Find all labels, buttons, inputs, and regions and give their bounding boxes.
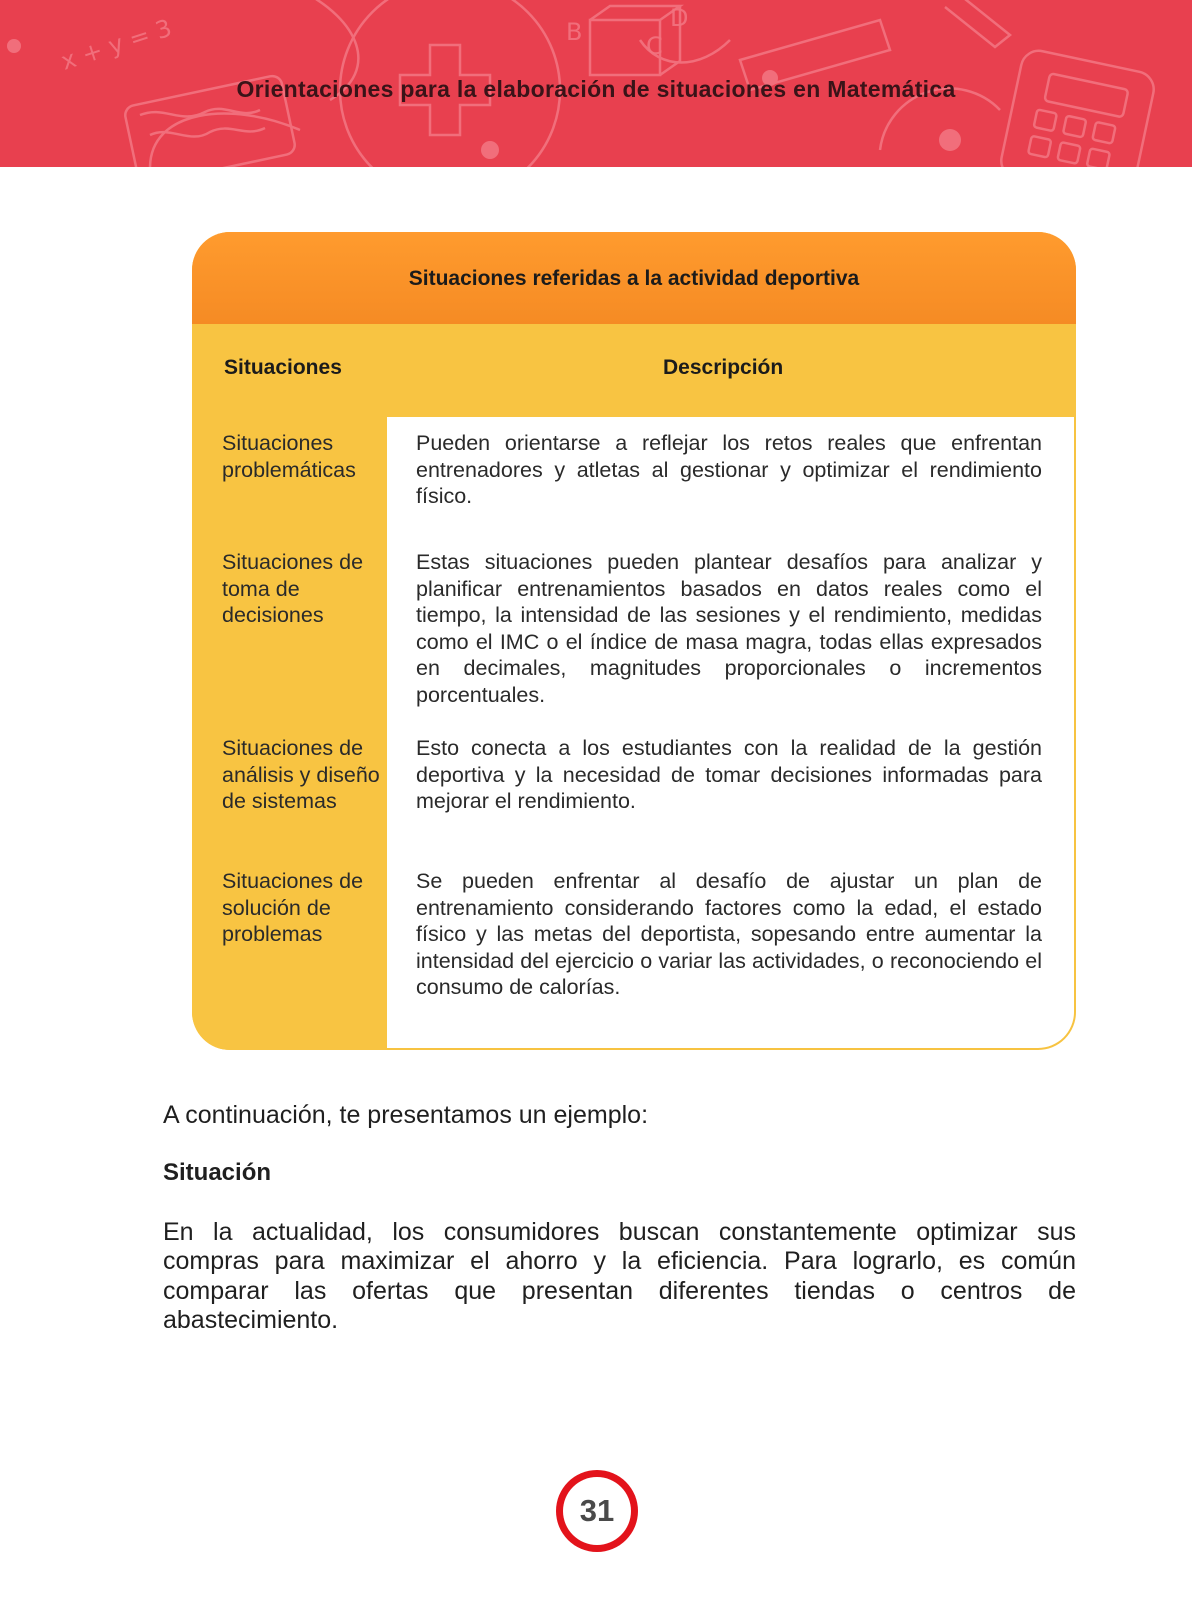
page-number: 31 <box>579 1493 615 1528</box>
situation-paragraph: En la actualidad, los consumidores buscan constantemente optimizar sus compras para maximizar el ahorro y la eficiencia. Para lograrlo, es común comparar las ofertas que presentan diferentes tiendas o centros de abastecimiento. <box>163 1218 1076 1334</box>
section-title: Situación <box>163 1159 272 1186</box>
header-title: Orientaciones para la elaboración de situaciones en Matemática <box>236 76 956 102</box>
column-header-description: Descripción <box>663 356 784 379</box>
situation-label: Situaciones problemáticas <box>222 431 356 482</box>
svg-text:B: B <box>566 18 583 46</box>
situation-description: Estas situaciones pueden plantear desafíos para analizar y planificar entrenamientos basados en datos reales como el tiempo, la intensidad de las sesiones y el rendimiento, medidas como el IMC o el índice de masa magra, todas ellas expresados en decimales, magnitudes proporcionales o incrementos porcentuales. <box>416 550 1042 707</box>
situation-description: Se pueden enfrentar al desafío de ajustar un plan de entrenamiento considerando factores como la edad, el estado físico y las metas del deportista, sopesando entre aumentar la intensidad del ejercicio o variar las actividades, o reconociendo el consumo de calorías. <box>416 869 1042 1000</box>
svg-text:x + y = 3: x + y = 3 <box>57 13 176 76</box>
svg-text:D: D <box>670 4 689 32</box>
table-title: Situaciones referidas a la actividad deportiva <box>408 267 860 290</box>
header-banner <box>0 0 1192 167</box>
situation-description: Pueden orientarse a reflejar los retos reales que enfrentan entrenadores y atletas al gestionar y optimizar el rendimiento físico. <box>416 431 1042 509</box>
column-header-situations: Situaciones <box>224 356 342 379</box>
table-title-bar <box>192 232 1076 324</box>
page-number-badge <box>554 1468 640 1554</box>
situation-label: Situaciones de análisis y diseño de sistemas <box>222 736 380 814</box>
situations-table <box>192 232 1076 1050</box>
svg-text:C: C <box>646 32 663 60</box>
situation-label: Situaciones de toma de decisiones <box>222 550 364 628</box>
intro-text: A continuación, te presentamos un ejemplo: <box>163 1101 649 1129</box>
situation-description: Esto conecta a los estudiantes con la realidad de la gestión deportiva y la necesidad de tomar decisiones informadas para mejorar el rendimiento. <box>416 736 1042 814</box>
situation-label: Situaciones de solución de problemas <box>222 869 364 947</box>
